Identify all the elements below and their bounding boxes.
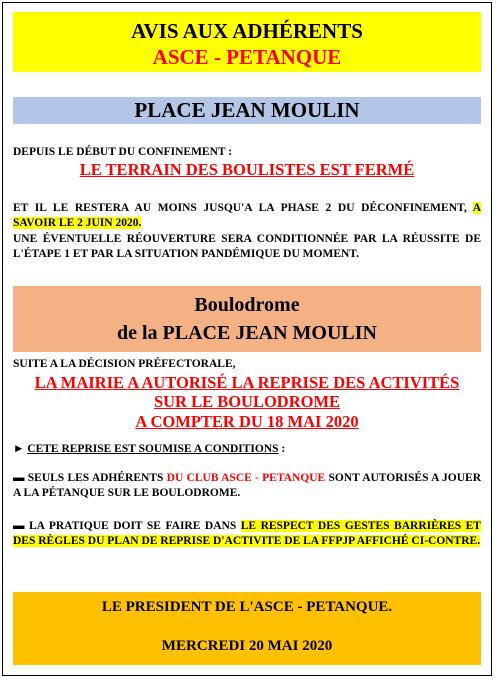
footer-signature: LE PRESIDENT DE L'ASCE - PETANQUE.	[101, 599, 393, 615]
conditions-label: CETE REPRISE EST SOUMISE A CONDITIONS	[27, 443, 279, 455]
condition-2-prefix: ▬ LA PRATIQUE DOIT SE FAIRE DANS	[13, 520, 241, 532]
announce-line3: A COMPTER DU 18 MAI 2020	[135, 412, 359, 431]
arrow-icon: ►	[13, 443, 25, 455]
section2-heading-line1: Boulodrome	[194, 294, 300, 316]
section1-intro: DEPUIS LE DÉBUT DU CONFINEMENT :	[13, 146, 233, 158]
section2-heading	[13, 286, 481, 352]
section1-para2: UNE ÉVENTUELLE RÉOUVERTURE SERA CONDITIONNÉE PAR LA RÉUSSITE DE L'ÉTAPE 1 ET PAR LA SITUATION PANDÉMIQUE DU MOMENT.	[13, 233, 481, 260]
condition-1	[13, 471, 481, 501]
section2-intro: SUITE A LA DÉCISION PRÉFECTORALE,	[13, 358, 236, 370]
para1-text: ET IL LE RESTERA AU MOINS JUSQU'A LA PHASE 2 DU DÉCONFINEMENT,	[13, 202, 473, 214]
condition-1-club: DU CLUB ASCE - PETANQUE	[166, 472, 326, 484]
header-banner	[13, 12, 481, 72]
closed-notice-wrap	[13, 160, 481, 180]
announcement	[13, 373, 481, 432]
closed-notice: LE TERRAIN DES BOULISTES EST FERMÉ	[79, 160, 415, 179]
condition-2	[13, 519, 481, 549]
condition-1-rest: SONT AUTORISÉS A JOUER A LA PÉTANQUE SUR LE BOULODROME.	[13, 472, 481, 499]
conditions-heading	[13, 442, 481, 457]
para1-highlight: A SAVOIR LE 2 JUIN 2020.	[13, 202, 481, 229]
announce-line2: SUR LE BOULODROME	[153, 392, 341, 411]
announce-line1: LA MAIRIE A AUTORISÉ LA REPRISE DES ACTIVITÉS	[34, 373, 460, 392]
section2-heading-line2: de la PLACE JEAN MOULIN	[116, 322, 377, 344]
section1-para1	[13, 201, 481, 231]
section1-heading: PLACE JEAN MOULIN	[13, 97, 481, 124]
header-subtitle: ASCE - PETANQUE	[152, 45, 342, 69]
conditions-colon: :	[278, 443, 286, 455]
header-title: AVIS AUX ADHÉRENTS	[131, 19, 363, 43]
condition-2-highlight: LE RESPECT DES GESTES BARRIÈRES ET DES RÈGLES DU PLAN DE REPRISE D'ACTIVITE DE LA FFPJP AFFICHÉ CI-CONTRE.	[13, 520, 481, 547]
footer-date: MERCREDI 20 MAI 2020	[161, 638, 333, 654]
condition-1-prefix: ▬ SEULS LES ADHÉRENTS	[13, 472, 167, 484]
footer-banner	[13, 592, 481, 665]
